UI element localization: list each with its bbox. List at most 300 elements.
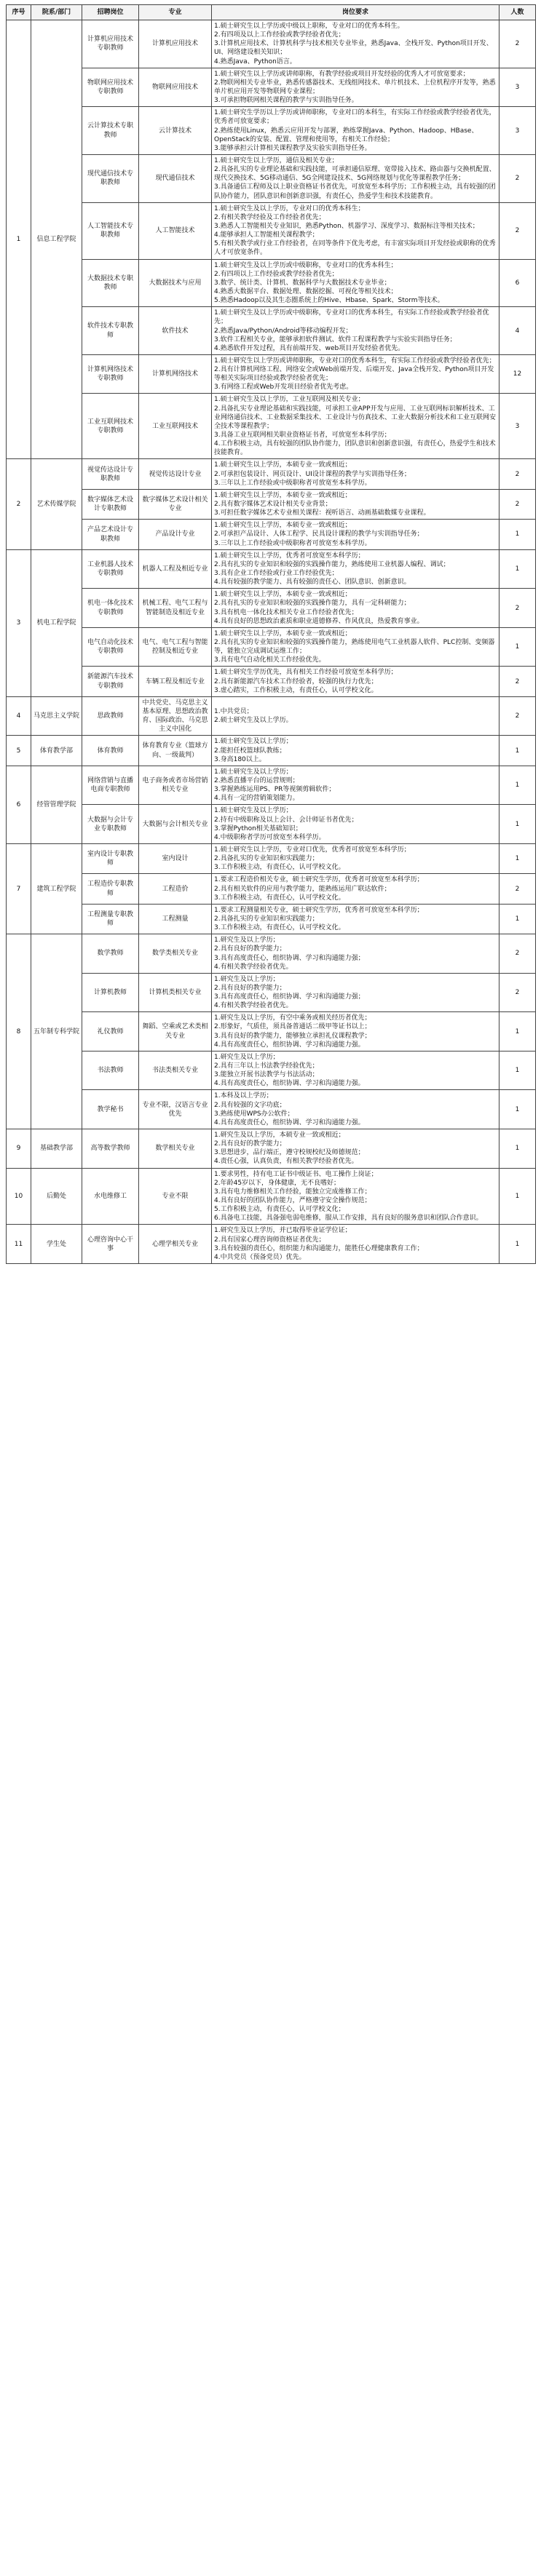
requirement-line: 4.具有高度责任心，组织协调、学习和沟通能力强。 — [214, 1041, 365, 1049]
post-cell: 机电一体化技术专职教师 — [82, 589, 139, 628]
headcount-cell: 2 — [499, 696, 536, 736]
table-row — [7, 805, 536, 844]
headcount-cell: 2 — [499, 20, 536, 68]
major-cell: 室内设计 — [139, 843, 212, 873]
requirement-line: 2.形象好，气质佳，须具备普通话二级甲等证书以上； — [214, 1023, 371, 1031]
major-cell: 专业不限，汉语言专业优先 — [139, 1090, 212, 1129]
requirements-cell — [212, 394, 499, 459]
requirement-line: 1.研究生及以上学历，本硕专业一致或相近； — [214, 1132, 345, 1140]
major-cell: 视觉传达设计专业 — [139, 459, 212, 489]
requirements-cell — [212, 1168, 499, 1225]
major-cell: 软件技术 — [139, 307, 212, 355]
department-cell: 经管管理学院 — [31, 766, 82, 843]
requirement-line: 2.具有国家心理咨询师资格证者优先； — [214, 1236, 325, 1244]
row-number: 11 — [7, 1225, 31, 1264]
headcount-cell: 1 — [499, 843, 536, 873]
headcount-cell: 1 — [499, 1225, 536, 1264]
requirement-line: 2.具有良好的教学能力； — [214, 984, 286, 992]
major-cell: 工程造价 — [139, 874, 212, 904]
row-number: 3 — [7, 549, 31, 696]
requirement-line: 3.虚心踏实，工作积极主动，有责任心，认可学校文化。 — [214, 686, 378, 694]
table-row — [7, 1225, 536, 1264]
post-cell: 教学秘书 — [82, 1090, 139, 1129]
requirements-cell — [212, 1129, 499, 1169]
post-cell: 现代通信技术专职教师 — [82, 154, 139, 202]
requirement-line: 3.可担任数字媒体艺术专业相关课程：视听语言、动画基础数媒专业课程。 — [214, 509, 430, 517]
requirement-line: 3.三年以上工作经验或中级职称者可放宽至本科学历。 — [214, 479, 371, 487]
post-cell: 书法教师 — [82, 1051, 139, 1090]
requirement-line: 3.掌握熟练运用PS、PR等视频剪辑软件； — [214, 786, 336, 794]
headcount-cell: 1 — [499, 549, 536, 589]
headcount-cell: 6 — [499, 259, 536, 307]
requirements-cell — [212, 696, 499, 736]
headcount-cell: 1 — [499, 520, 536, 549]
requirement-line: 4.工作积极主动，具有较强的团队协作能力，团队意识和创新意识强，有责任心，热爱学生和技术技能教育。 — [214, 440, 496, 457]
requirement-line: 1.要求男性，持有电工证书中级证书、电工操作上岗证； — [214, 1170, 378, 1178]
requirement-line: 3.工作积极主动，有责任心，认可学校文化。 — [214, 924, 345, 932]
requirement-line: 4.中共党员（预备党员）优先。 — [214, 1253, 306, 1261]
requirement-line: 2.具有扎实的专业知识和较强的实践操作能力，具有一定科研能力； — [214, 600, 411, 608]
table-row — [7, 68, 536, 107]
requirement-line: 1.硕士研究生学历优先，具有相关工作经验可放宽至本科学历； — [214, 669, 398, 677]
page — [0, 0, 541, 1270]
requirement-line: 3.能独立开展书法教学与书法活动； — [214, 1071, 319, 1079]
row-number: 10 — [7, 1168, 31, 1225]
table-row — [7, 904, 536, 934]
headcount-cell: 1 — [499, 1090, 536, 1129]
requirement-line: 4.具有高度责任心，组织协调、学习和沟通能力强。 — [214, 1080, 365, 1088]
requirement-line: 2.具备扎实的专业理论基础和实践技能，可承担通信原理、宽带接入技术、路由器与交换机配置、现代交换技术、5G移动通信、5G全网建设技术、5G网络规划与优化等课程教学任务； — [214, 166, 496, 183]
header-count: 人数 — [499, 5, 536, 20]
requirement-line: 3.工作积极主动，有责任心，认可学校文化。 — [214, 864, 345, 872]
header-post: 招聘岗位 — [82, 5, 139, 20]
requirements-cell — [212, 68, 499, 107]
requirement-line: 1.要求工程造价相关专业，硕士研究生学历，优秀者可放宽至本科学历； — [214, 876, 424, 884]
major-cell: 大数据与会计相关专业 — [139, 805, 212, 844]
department-cell: 五年制专科学院 — [31, 934, 82, 1129]
row-number: 1 — [7, 20, 31, 459]
requirement-line: 1.硕士研究生学历以上学历或讲师职称，专业对口的本科生，有实际工作经验或教学经验者优先，优秀者可放宽要求； — [214, 109, 496, 126]
requirement-line: 1.研究生及以上学历； — [214, 1053, 280, 1061]
requirements-cell — [212, 107, 499, 155]
headcount-cell: 3 — [499, 68, 536, 107]
major-cell: 计算机应用技术 — [139, 20, 212, 68]
requirements-cell — [212, 1090, 499, 1129]
requirement-line: 1.硕士研究生以上学历，本硕专业一致或相近； — [214, 491, 352, 499]
headcount-cell: 2 — [499, 874, 536, 904]
headcount-cell: 1 — [499, 1168, 536, 1225]
major-cell: 数字媒体艺术设计相关专业 — [139, 489, 212, 519]
post-cell: 电气自动化技术专职教师 — [82, 627, 139, 667]
table-row — [7, 489, 536, 519]
headcount-cell: 1 — [499, 766, 536, 805]
post-cell: 数学教师 — [82, 934, 139, 974]
headcount-cell: 1 — [499, 736, 536, 766]
requirement-line: 4.能够承担人工智能相关课程教学； — [214, 231, 319, 239]
requirement-line: 2.具有数字媒体艺术设计相关专业背景； — [214, 501, 332, 509]
requirements-cell — [212, 202, 499, 259]
headcount-cell: 1 — [499, 904, 536, 934]
requirements-cell — [212, 459, 499, 489]
requirements-cell — [212, 934, 499, 974]
major-cell: 物联网应用技术 — [139, 68, 212, 107]
requirement-line: 4.有相关教学经验者优先。 — [214, 963, 293, 971]
major-cell: 大数据技术与应用 — [139, 259, 212, 307]
post-cell: 新能源汽车技术专职教师 — [82, 667, 139, 696]
requirement-line: 1.硕士研究生及以上学历，专业对口的优秀本科生； — [214, 204, 365, 212]
requirement-line: 5.熟悉Hadoop以及其生态圈系统上的Hive、Hbase、Spark、Storm等技术。 — [214, 297, 444, 305]
requirement-line: 4.责任心强，认真负责，有相关教学经验者优先。 — [214, 1158, 358, 1166]
requirement-line: 1.本科及以上学历； — [214, 1092, 273, 1100]
table-header-row — [7, 5, 536, 20]
requirements-cell — [212, 589, 499, 628]
requirement-line: 1.研究生及以上学历； — [214, 937, 280, 945]
row-number: 6 — [7, 766, 31, 843]
post-cell: 大数据与会计专业专职教师 — [82, 805, 139, 844]
requirement-line: 3.具有机电一体化技术相关专业工作经验者优先； — [214, 608, 358, 616]
post-cell: 工业机器人技术专职教师 — [82, 549, 139, 589]
table-row — [7, 1129, 536, 1169]
requirement-line: 3.有网络工程或Web开发项目经验者优先考虑。 — [214, 383, 353, 391]
table-row — [7, 934, 536, 974]
requirement-line: 3.思想进步，品行端正，遵守校规校纪及师德规范； — [214, 1149, 365, 1157]
requirements-cell — [212, 667, 499, 696]
row-number: 9 — [7, 1129, 31, 1169]
major-cell: 现代通信技术 — [139, 154, 212, 202]
requirement-line: 1.硕士研究生以上学历或讲师职称，有教学经验或项目开发经验的优秀人才可放宽要求； — [214, 70, 470, 78]
major-cell: 电气、电气工程与智能控制及相近专业 — [139, 627, 212, 667]
requirement-line: 1.硕士研究生及以上学历，工业互联网及相关专业； — [214, 396, 365, 404]
post-cell: 工业互联网技术专职教师 — [82, 394, 139, 459]
major-cell: 产品设计专业 — [139, 520, 212, 549]
requirement-line: 2.熟练使用Linux，熟悉云应用开发与部署，熟练掌握Java、Python、Hadoop、HBase、OpenStack的安装、配置、管理和使用等，有相关工作经验； — [214, 127, 478, 143]
headcount-cell: 2 — [499, 489, 536, 519]
requirement-line: 3.工作积极主动，有责任心，认可学校文化。 — [214, 894, 345, 902]
requirement-line: 4.有相关教学经验者优先。 — [214, 1002, 293, 1010]
table-row — [7, 696, 536, 736]
requirement-line: 2.具备扎实的专业知识和实践能力； — [214, 915, 319, 923]
requirement-line: 5.有相关教学或行业工作经验者，在同等条件下优先考虑，有丰富实际项目开发经验或职称的优秀人才可放宽条件。 — [214, 240, 496, 257]
requirements-cell — [212, 1051, 499, 1090]
headcount-cell: 2 — [499, 667, 536, 696]
requirements-cell — [212, 154, 499, 202]
department-cell: 建筑工程学院 — [31, 843, 82, 934]
post-cell: 工程造价专职教师 — [82, 874, 139, 904]
requirement-line: 3.计算机应用技术、计算机科学与技术相关专业毕业，熟悉Java、全栈开发、Python项目开发、UI、网络建设相关知识； — [214, 40, 493, 57]
requirements-cell — [212, 1225, 499, 1264]
requirement-line: 3.具有企业工作经验或行业工作经验优先； — [214, 570, 339, 578]
requirement-line: 1.研究生及以上学历，有空中乘务或相关经历者优先； — [214, 1014, 371, 1022]
requirement-line: 3.熟悉人工智能相关专业知识，熟悉Python、机器学习、深度学习、数据标注等相关技术； — [214, 222, 479, 230]
requirement-line: 2.有四项及以上工作经验或教学经验者优先； — [214, 31, 345, 39]
requirement-line: 2.可承担产品设计、人体工程学、民具设计课程的教学与实训指导任务； — [214, 530, 424, 538]
requirement-line: 1.硕士研究生以上学历，优秀者可放宽至本科学历； — [214, 552, 365, 560]
post-cell: 体育教师 — [82, 736, 139, 766]
requirement-line: 3.具有电气自动化相关工作经验优先。 — [214, 656, 325, 664]
headcount-cell: 2 — [499, 154, 536, 202]
requirement-line: 1.硕士研究生以上学历或中级以上职称，专业对口的优秀本科生。 — [214, 23, 404, 30]
requirements-cell — [212, 520, 499, 549]
row-number: 8 — [7, 934, 31, 1129]
table-row — [7, 354, 536, 394]
requirements-cell — [212, 805, 499, 844]
requirement-line: 1.硕士研究生及以上学历或中级职称，专业对口的优秀本科生； — [214, 261, 398, 269]
table-row — [7, 259, 536, 307]
requirements-cell — [212, 1012, 499, 1052]
major-cell: 人工智能技术 — [139, 202, 212, 259]
post-cell: 计算机网络技术专职教师 — [82, 354, 139, 394]
headcount-cell: 3 — [499, 394, 536, 459]
requirement-line: 1.硕士研究生以上学历，本硕专业一致或相近； — [214, 591, 352, 599]
major-cell: 工程测量 — [139, 904, 212, 934]
header-major: 专业 — [139, 5, 212, 20]
requirement-line: 2.有相关教学经验及工作经验者优先； — [214, 213, 325, 221]
table-row — [7, 107, 536, 155]
post-cell: 云计算技术专职教师 — [82, 107, 139, 155]
requirement-line: 4.具有一定的营销策划能力。 — [214, 795, 299, 803]
major-cell: 云计算技术 — [139, 107, 212, 155]
requirement-line: 3.身高180以上。 — [214, 755, 266, 763]
requirement-line: 3.可承担物联网相关课程的教学与实训指导任务。 — [214, 97, 358, 105]
major-cell: 中共党史、马克思主义基本原理、思想政治教育、国际政治、马克思主义中国化 — [139, 696, 212, 736]
requirement-line: 3.具备工业互联网相关职业资格证书者，可放宽至本科学历； — [214, 432, 391, 440]
table-row — [7, 1051, 536, 1090]
requirement-line: 2.具有相关软件的应用与教学能力，能熟练运用广联达软件； — [214, 885, 391, 893]
requirement-line: 2.具有扎实的专业知识和较强的实践操作能力，熟练使用电气工业机器人软件、PLC控制、变频器等，能独立完成调试运维工作； — [214, 639, 495, 656]
post-cell: 思政教师 — [82, 696, 139, 736]
requirement-line: 3.具有高度责任心，组织协调、学习和沟通能力强； — [214, 954, 365, 962]
department-cell: 基础教学部 — [31, 1129, 82, 1169]
requirement-line: 1.要求工程测量相关专业，硕士研究生学历，优秀者可放宽至本科学历； — [214, 906, 424, 914]
major-cell: 体育教育专业（篮球方向、一级裁判） — [139, 736, 212, 766]
requirements-cell — [212, 549, 499, 589]
requirement-line: 2.熟悉直播平台的运营规则； — [214, 776, 299, 784]
requirement-line: 1.硕士研究生以上学历，本硕专业一致或相近； — [214, 522, 352, 530]
requirement-line: 2.能担任校篮球队教练； — [214, 747, 286, 755]
headcount-cell: 2 — [499, 934, 536, 974]
post-cell: 物联网应用技术专职教师 — [82, 68, 139, 107]
header-dept: 院系/部门 — [31, 5, 82, 20]
department-cell: 学生处 — [31, 1225, 82, 1264]
post-cell: 计算机应用技术专职教师 — [82, 20, 139, 68]
headcount-cell: 1 — [499, 627, 536, 667]
post-cell: 软件技术专职教师 — [82, 307, 139, 355]
headcount-cell: 12 — [499, 354, 536, 394]
requirements-cell — [212, 904, 499, 934]
table-row — [7, 1168, 536, 1225]
requirement-line: 2.物联网相关专业毕业，熟悉传感器技术、无线组网技术、单片机技术、上位机程序开发等，熟悉单片机应用开发等物联网专业课程； — [214, 79, 496, 95]
headcount-cell: 2 — [499, 202, 536, 259]
major-cell: 车辆工程及相近专业 — [139, 667, 212, 696]
requirement-line: 3.软件工程相关专业，能够承担软件测试、软件工程课程教学与实验实训指导任务； — [214, 335, 457, 343]
requirement-line: 1.硕士研究生及以上学历； — [214, 738, 293, 746]
table-row — [7, 20, 536, 68]
post-cell: 大数据技术专职教师 — [82, 259, 139, 307]
table-row — [7, 459, 536, 489]
requirements-cell — [212, 354, 499, 394]
requirement-line: 2.具有较强的文字功底； — [214, 1101, 286, 1109]
post-cell: 数字媒体艺术设计专职教师 — [82, 489, 139, 519]
requirement-line: 3.能够承担云计算相关课程教学及实验实训指导任务。 — [214, 144, 371, 152]
headcount-cell: 1 — [499, 1129, 536, 1169]
requirement-line: 1.硕士研究生以上学历，本硕专业一致或相近； — [214, 461, 352, 469]
post-cell: 工程测量专职教师 — [82, 904, 139, 934]
table-row — [7, 520, 536, 549]
major-cell: 计算机网络技术 — [139, 354, 212, 394]
major-cell: 工业互联网技术 — [139, 394, 212, 459]
requirement-line: 4.熟悉软件开发过程，具有前端开发、web项目开发经验者优先。 — [214, 344, 405, 352]
requirements-cell — [212, 627, 499, 667]
requirement-line: 3.具备通信工程师及以上职业资格证书者优先，可放宽至本科学历；工作积极主动，具有较强的团队协作能力，团队意识和创新意识强，有责任心，热爱学生和技术技能教育。 — [214, 183, 496, 200]
table-row — [7, 202, 536, 259]
post-cell: 网络营销与直播电商专职教师 — [82, 766, 139, 805]
recruitment-table — [6, 4, 536, 1264]
department-cell: 机电工程学院 — [31, 549, 82, 696]
headcount-cell: 1 — [499, 1051, 536, 1090]
requirement-line: 2.具备扎实的专业知识和实践能力； — [214, 855, 319, 863]
requirements-cell — [212, 20, 499, 68]
requirement-line: 1.研究生及以上学历，并已取得毕业证学位证； — [214, 1227, 352, 1235]
requirement-line: 2.具有良好的教学能力； — [214, 945, 286, 953]
table-row — [7, 627, 536, 667]
header-requirements: 岗位要求 — [212, 5, 499, 20]
headcount-cell: 1 — [499, 1012, 536, 1052]
requirement-line: 1.硕士研究生以上学历，专业对口优先，优秀者可放宽至本科学历； — [214, 846, 411, 854]
major-cell: 机器人工程及相近专业 — [139, 549, 212, 589]
requirement-line: 1.中共党员； — [214, 707, 253, 715]
table-row — [7, 736, 536, 766]
requirement-line: 4.具有较强的教学能力、具有较强的责任心、团队意识、创新意识。 — [214, 579, 411, 587]
department-cell: 体育教学部 — [31, 736, 82, 766]
requirement-line: 4.熟悉Java、Python语言。 — [214, 57, 296, 65]
post-cell: 计算机教师 — [82, 973, 139, 1012]
post-cell: 人工智能技术专职教师 — [82, 202, 139, 259]
table-row — [7, 874, 536, 904]
requirement-line: 1.硕士研究生以上学历，通信及相关专业； — [214, 156, 339, 164]
requirement-line: 2.可承担包装设计、网页设计、UI设计课程的教学与实训指导任务； — [214, 470, 411, 478]
requirement-line: 5.工作积极主动，有责任心，认可学校文化； — [214, 1206, 345, 1214]
requirements-cell — [212, 736, 499, 766]
requirement-line: 6.具备电工技能，具备强电弱电维修，服从工作安排，具有良好的服务意识和团队合作意识。 — [214, 1215, 483, 1223]
requirement-line: 4.具有良好的思想政治素质和职业道德修养、作风优良，热爱教育事业。 — [214, 617, 424, 625]
headcount-cell: 2 — [499, 459, 536, 489]
requirement-line: 2.有四项以上工作经验或教学经验者优先； — [214, 270, 339, 278]
requirement-line: 3.掌握Python相关基础知识； — [214, 824, 302, 832]
requirement-line: 1.硕士研究生及以上学历； — [214, 807, 293, 815]
post-cell: 室内设计专职教师 — [82, 843, 139, 873]
requirement-line: 4.具有良好的团队协作能力，严格遵守安全操作规范； — [214, 1197, 371, 1205]
headcount-cell: 2 — [499, 973, 536, 1012]
table-row — [7, 394, 536, 459]
requirement-line: 4.熟悉大数据平台、数据处理、数据挖掘、可视化等相关技术； — [214, 287, 398, 295]
requirement-line: 3.具有高度责任心，组织协调、学习和沟通能力强； — [214, 993, 365, 1001]
major-cell: 心理学相关专业 — [139, 1225, 212, 1264]
major-cell: 数学类相关专业 — [139, 934, 212, 974]
major-cell: 计算机类相关专业 — [139, 973, 212, 1012]
row-number: 4 — [7, 696, 31, 736]
requirements-cell — [212, 259, 499, 307]
header-no: 序号 — [7, 5, 31, 20]
requirement-line: 3.三年以上工作经验或中级职称者可放宽至本科学历。 — [214, 539, 371, 547]
requirement-line: 2.具有扎实的专业知识和较强的实践操作能力，熟练使用工业机器人编程、调试； — [214, 560, 450, 568]
major-cell: 舞蹈、空乘或艺术类相关专业 — [139, 1012, 212, 1052]
major-cell: 电子商务或者市场营销相关专业 — [139, 766, 212, 805]
post-cell: 礼仪教师 — [82, 1012, 139, 1052]
major-cell: 数学相关专业 — [139, 1129, 212, 1169]
requirement-line: 2.年龄45岁以下，身体健康，无不良嗜好； — [214, 1179, 341, 1187]
major-cell: 机械工程、电气工程与智能制造及相近专业 — [139, 589, 212, 628]
table-row — [7, 154, 536, 202]
post-cell: 视觉传达设计专职教师 — [82, 459, 139, 489]
department-cell: 后勤处 — [31, 1168, 82, 1225]
department-cell: 马克思主义学院 — [31, 696, 82, 736]
requirement-line: 3.具有良好的教学能力，能够独立承担礼仪课程教学； — [214, 1032, 371, 1040]
major-cell: 书法类相关专业 — [139, 1051, 212, 1090]
requirements-cell — [212, 874, 499, 904]
table-row — [7, 973, 536, 1012]
row-number: 7 — [7, 843, 31, 934]
post-cell: 产品艺术设计专职教师 — [82, 520, 139, 549]
requirement-line: 3.熟练使用WPS办公软件； — [214, 1110, 294, 1118]
table-row — [7, 766, 536, 805]
table-row — [7, 843, 536, 873]
requirement-line: 2.具有计算机网络工程、网络安全或Web前端开发、后端开发、Java全栈开发、Python项目开发等相关实际项目经验或教学经验者优先； — [214, 366, 494, 383]
requirement-line: 3.具有较强的责任心，组织能力和沟通能力，能胜任心理健康教育工作； — [214, 1244, 424, 1252]
headcount-cell: 3 — [499, 107, 536, 155]
requirements-cell — [212, 489, 499, 519]
department-cell: 信息工程学院 — [31, 20, 82, 459]
requirement-line: 1.研究生及以上学历； — [214, 975, 280, 983]
headcount-cell: 1 — [499, 805, 536, 844]
requirement-line: 2.具有良好的教学能力； — [214, 1140, 286, 1148]
requirement-line: 2.具有新能源汽车技术工作经验者，较强的执行力优先； — [214, 677, 378, 685]
row-number: 5 — [7, 736, 31, 766]
headcount-cell: 2 — [499, 589, 536, 628]
requirement-line: 4.具有高度责任心，组织协调、学习和沟通能力强。 — [214, 1118, 365, 1126]
table-row — [7, 1090, 536, 1129]
table-row — [7, 589, 536, 628]
requirement-line: 1.硕士研究生及以上学历； — [214, 768, 293, 776]
requirement-line: 4.中级职称者学历可放宽至本科学历。 — [214, 833, 325, 841]
requirement-line: 2.具有三年以上书法教学经验优先； — [214, 1062, 319, 1070]
requirement-line: 1.硕士研究生以上学历或讲师职称，专业对口的优秀本科生，有实际工作经验或教学经验者优先； — [214, 357, 496, 365]
requirements-cell — [212, 307, 499, 355]
requirements-cell — [212, 843, 499, 873]
requirement-line: 2.具备扎实专业理论基础和实践技能，可承担工业APP开发与应用、工业互联网标识解析技术、工业网络通信技术、工业数据采集技术、工业设计与仿真技术、工业大数据分析技术和工业互联网安全技术等课程教学； — [214, 405, 497, 430]
requirement-line: 2.硕士研究生及以上学历。 — [214, 717, 293, 725]
requirement-line: 2.熟悉Java/Python/Android等移动编程开发； — [214, 327, 352, 335]
requirement-line: 1.硕士研究生及以上学历或中级职称，专业对口的优秀本科生，有实际工作经验或教学经验者优先； — [214, 309, 489, 326]
table-row — [7, 667, 536, 696]
requirement-line: 3.数学、统计类、计算机、数据科学与大数据技术专业毕业； — [214, 279, 391, 287]
table-body — [7, 20, 536, 1264]
table-row — [7, 1012, 536, 1052]
row-number: 2 — [7, 459, 31, 549]
requirements-cell — [212, 973, 499, 1012]
requirement-line: 3.具有电力维修相关工作经验，能独立完成维修工作； — [214, 1188, 371, 1196]
requirement-line: 2.持有中级职称及以上会计、会计师证书者优先； — [214, 816, 358, 824]
department-cell: 艺术传媒学院 — [31, 459, 82, 549]
table-row — [7, 307, 536, 355]
post-cell: 心理咨询中心干事 — [82, 1225, 139, 1264]
headcount-cell: 4 — [499, 307, 536, 355]
post-cell: 高等数学教师 — [82, 1129, 139, 1169]
requirement-line: 1.硕士研究生以上学历，本硕专业一致或相近； — [214, 629, 352, 637]
major-cell: 专业不限 — [139, 1168, 212, 1225]
post-cell: 水电维修工 — [82, 1168, 139, 1225]
table-row — [7, 549, 536, 589]
requirements-cell — [212, 766, 499, 805]
